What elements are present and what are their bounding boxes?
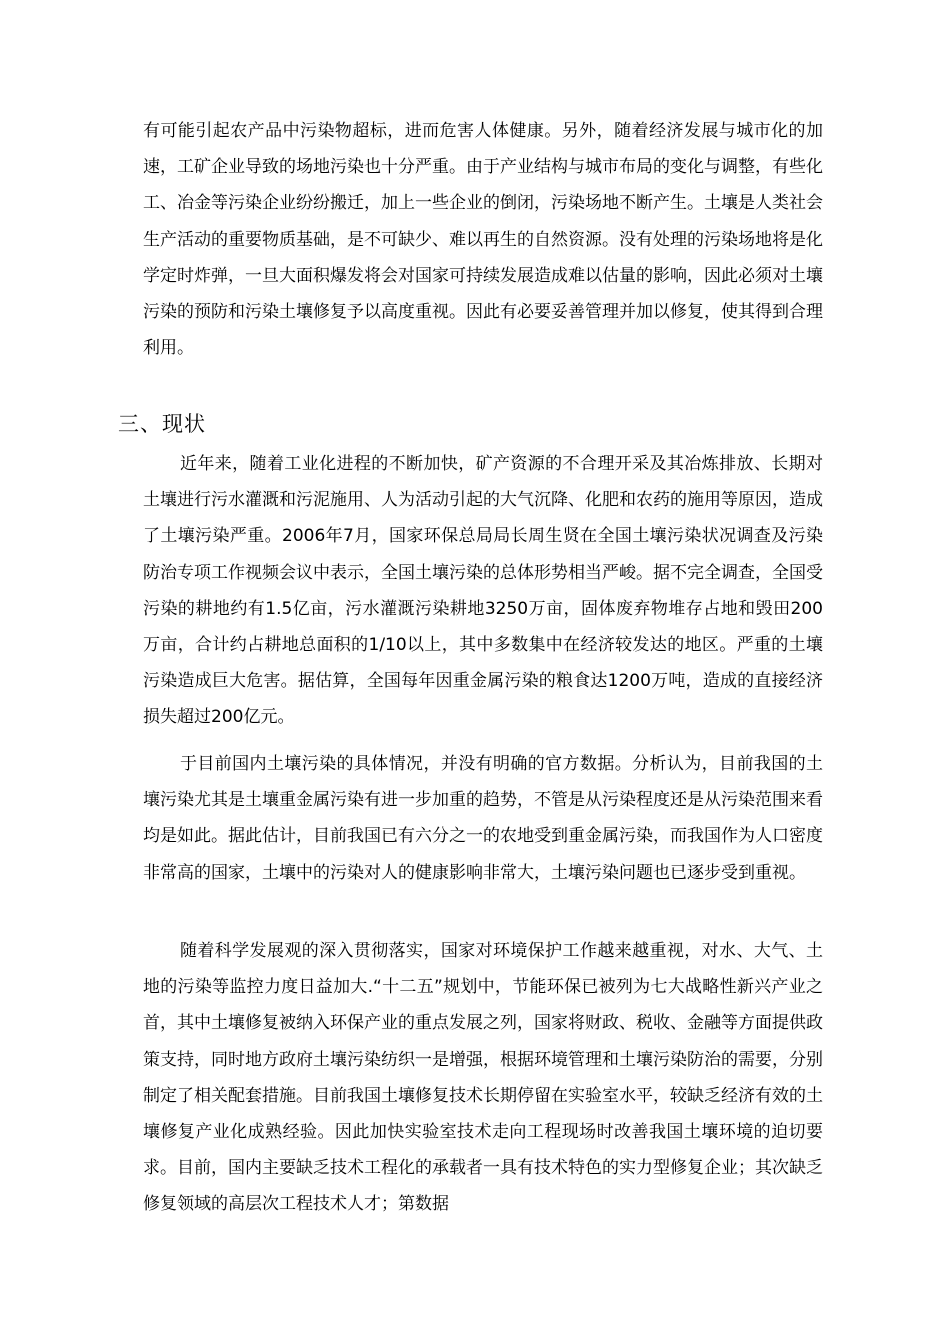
paragraph-heavy-metal-trend: 于目前国内土壤污染的具体情况，并没有明确的官方数据。分析认为，目前我国的土壤污染尤其是土壤重金属污染有进一步加重的趋势，不管是从污染程度还是从污染范围来看均是如此。据此估计，目前我国已有六分之一的农地受到重金属污染，而我国作为人口密度非常高的国家，土壤中的污染对人的健康影响非常大，土壤污染问题也已逐步受到重视。 [143, 754, 823, 883]
section-heading-status: 三、现状 [118, 412, 206, 436]
paragraph-policy-support: 随着科学发展观的深入贯彻落实，国家对环境保护工作越来越重视，对水、大气、土地的污染等监控力度日益加大.“十二五”规划中，节能环保已被列为七大战略性新兴产业之首，其中土壤修复被纳入环保产业的重点发展之列，国家将财政、税收、金融等方面提供政策支持，同时地方政府土壤污染纺织一是增强，根据环境管理和土壤污染防治的需要，分别制定了相关配套措施。目前我国土壤修复技术长期停留在实验室水平，较缺乏经济有效的土壤修复产业化成熟经验。因此加快实验室技术走向工程现场时改善我国土壤环境的迫切要求。目前，国内主要缺乏技术工程化的承载者一具有技术特色的实力型修复企业；其次缺乏修复领域的高层次工程技术人才；第数据 [143, 941, 823, 1215]
paragraph-continued: 有可能引起农产品中污染物超标，进而危害人体健康。另外，随着经济发展与城市化的加速，工矿企业导致的场地污染也十分严重。由于产业结构与城市布局的变化与调整，有些化工、冶金等污染企业纷纷搬迁，加上一些企业的倒闭，污染场地不断产生。土壤是人类社会生产活动的重要物质基础，是不可缺少、难以再生的自然资源。没有处理的污染场地将是化学定时炸弹，一旦大面积爆发将会对国家可持续发展造成难以估量的影响，因此必须对土壤污染的预防和污染土壤修复予以高度重视。因此有必要妥善管理并加以修复，使其得到合理利用。 [143, 121, 823, 359]
paragraph-pollution-situation: 近年来，随着工业化进程的不断加快，矿产资源的不合理开采及其冶炼排放、长期对土壤进行污水灌溉和污泥施用、人为活动引起的大气沉降、化肥和农药的施用等原因，造成了土壤污染严重。2006年7月，国家环保总局局长周生贤在全国土壤污染状况调查及污染防治专项工作视频会议中表示，全国土壤污染的总体形势相当严峻。据不完全调查，全国受污染的耕地约有1.5亿亩，污水灌溉污染耕地3250万亩，固体废弃物堆存占地和毁田200万亩，合计约占耕地总面积的1/10以上，其中多数集中在经济较发达的地区。严重的土壤污染造成巨大危害。据估算，全国每年因重金属污染的粮食达1200万吨，造成的直接经济损失超过200亿元。 [143, 454, 823, 728]
